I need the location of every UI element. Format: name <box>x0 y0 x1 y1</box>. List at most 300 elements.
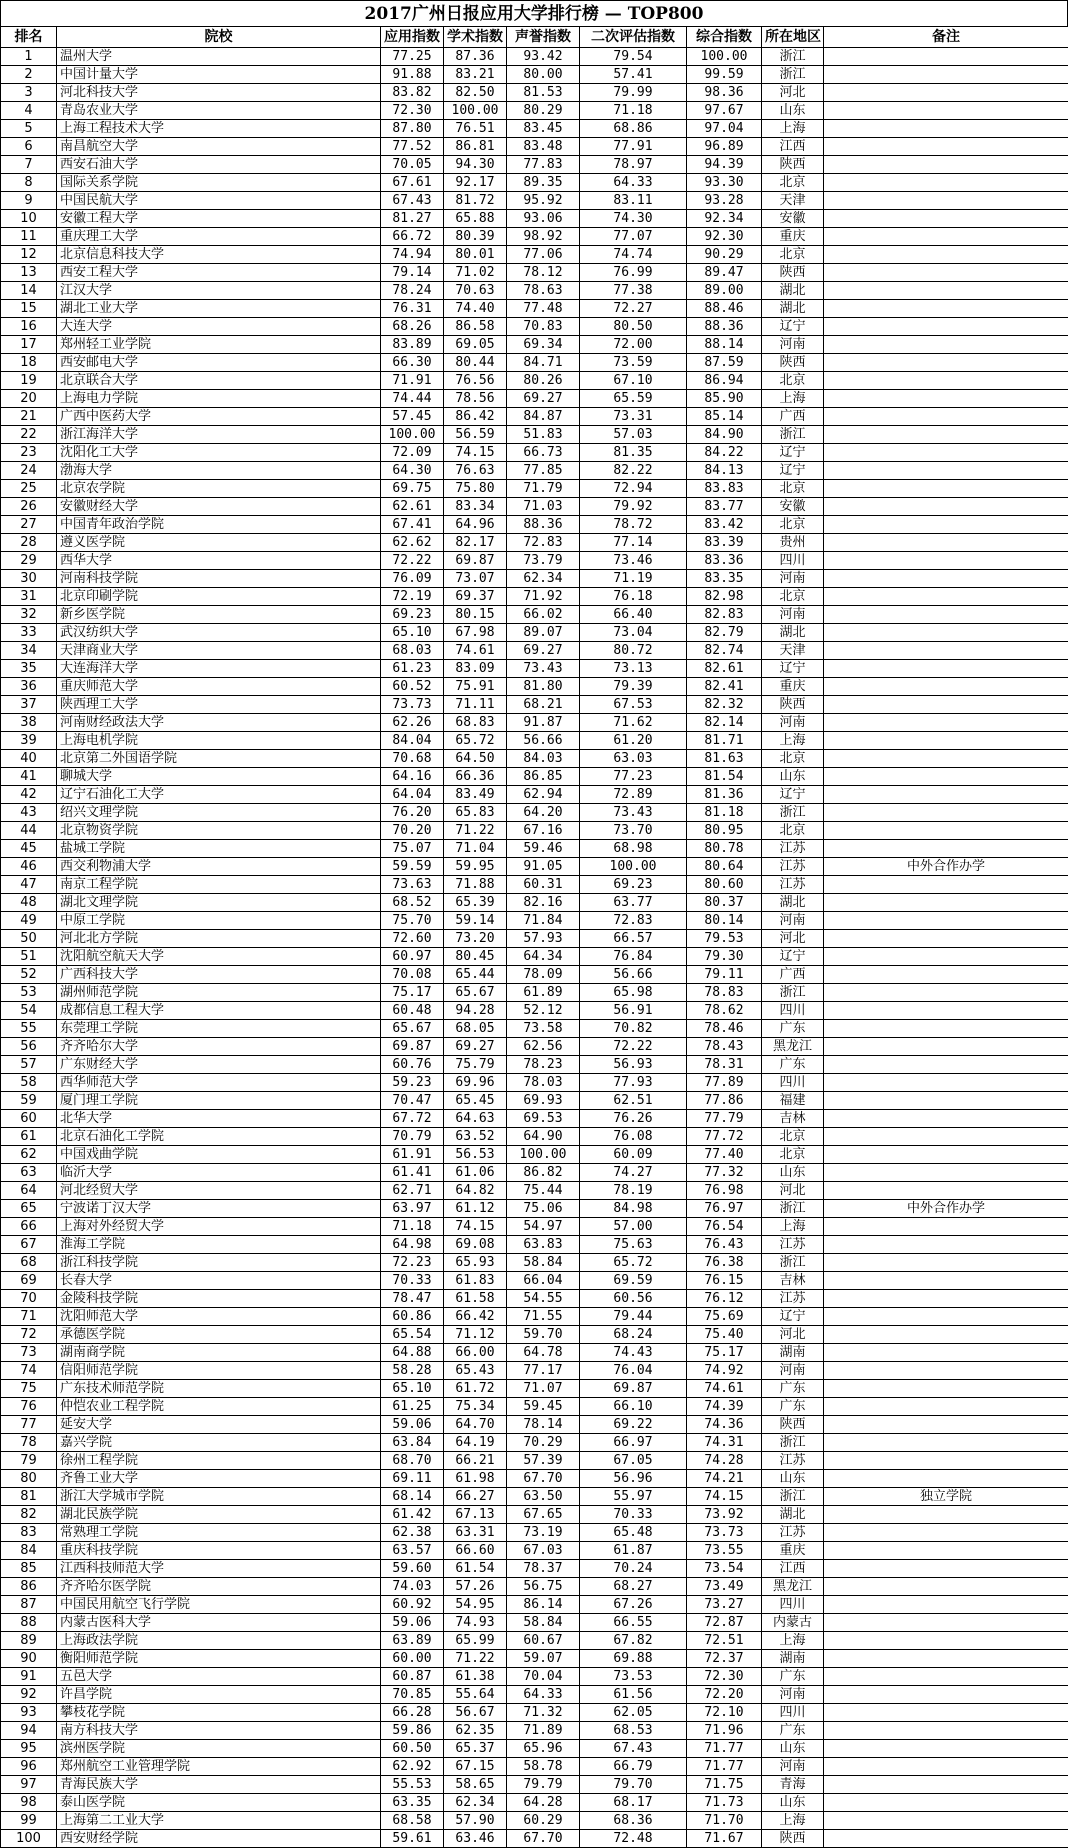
table-row <box>1 1632 1068 1650</box>
application-index-cell: 64.30 <box>381 462 444 480</box>
table-row <box>1 1668 1068 1686</box>
application-index-cell: 66.30 <box>381 354 444 372</box>
school-cell: 北京石油化工学院 <box>57 1128 381 1146</box>
reputation-index-cell: 58.78 <box>507 1758 580 1776</box>
notes-cell <box>824 1560 1068 1578</box>
composite-index-cell: 78.46 <box>687 1020 762 1038</box>
notes-cell <box>824 138 1068 156</box>
rank-cell: 71 <box>1 1308 57 1326</box>
second-evaluation-index-cell: 56.91 <box>580 1002 687 1020</box>
rank-cell: 68 <box>1 1254 57 1272</box>
rank-cell: 73 <box>1 1344 57 1362</box>
reputation-index-cell: 79.79 <box>507 1776 580 1794</box>
reputation-index-cell: 91.87 <box>507 714 580 732</box>
second-evaluation-index-cell: 73.53 <box>580 1668 687 1686</box>
page-title: 2017广州日报应用大学排行榜 — TOP800 <box>0 0 1068 26</box>
region-cell: 辽宁 <box>762 462 824 480</box>
notes-cell <box>824 1236 1068 1254</box>
second-evaluation-index-cell: 78.72 <box>580 516 687 534</box>
reputation-index-cell: 64.28 <box>507 1794 580 1812</box>
academic-index-cell: 65.45 <box>444 1092 507 1110</box>
application-index-cell: 70.47 <box>381 1092 444 1110</box>
application-index-cell: 62.92 <box>381 1758 444 1776</box>
academic-index-cell: 62.35 <box>444 1722 507 1740</box>
rank-cell: 91 <box>1 1668 57 1686</box>
region-cell: 吉林 <box>762 1110 824 1128</box>
composite-index-cell: 72.30 <box>687 1668 762 1686</box>
reputation-index-cell: 71.32 <box>507 1704 580 1722</box>
second-evaluation-index-cell: 72.48 <box>580 1830 687 1848</box>
composite-index-cell: 71.67 <box>687 1830 762 1848</box>
second-evaluation-index-cell: 56.93 <box>580 1056 687 1074</box>
reputation-index-cell: 64.34 <box>507 948 580 966</box>
notes-cell <box>824 264 1068 282</box>
academic-index-cell: 65.37 <box>444 1740 507 1758</box>
rank-cell: 93 <box>1 1704 57 1722</box>
rank-cell: 16 <box>1 318 57 336</box>
academic-index-cell: 66.60 <box>444 1542 507 1560</box>
application-index-cell: 63.97 <box>381 1200 444 1218</box>
reputation-index-cell: 71.89 <box>507 1722 580 1740</box>
second-evaluation-index-cell: 77.23 <box>580 768 687 786</box>
second-evaluation-index-cell: 77.38 <box>580 282 687 300</box>
application-index-cell: 70.79 <box>381 1128 444 1146</box>
rank-cell: 88 <box>1 1614 57 1632</box>
region-cell: 山东 <box>762 1470 824 1488</box>
composite-index-cell: 83.39 <box>687 534 762 552</box>
rank-cell: 100 <box>1 1830 57 1848</box>
second-evaluation-index-cell: 67.82 <box>580 1632 687 1650</box>
rank-cell: 9 <box>1 192 57 210</box>
region-cell: 上海 <box>762 120 824 138</box>
table-row <box>1 264 1068 282</box>
notes-cell <box>824 1830 1068 1848</box>
second-evaluation-index-cell: 77.91 <box>580 138 687 156</box>
school-cell: 滨州医学院 <box>57 1740 381 1758</box>
table-row <box>1 1254 1068 1272</box>
region-cell: 天津 <box>762 642 824 660</box>
academic-index-cell: 71.11 <box>444 696 507 714</box>
reputation-index-cell: 58.84 <box>507 1254 580 1272</box>
notes-cell <box>824 498 1068 516</box>
notes-cell <box>824 984 1068 1002</box>
academic-index-cell: 56.67 <box>444 1704 507 1722</box>
application-index-cell: 60.76 <box>381 1056 444 1074</box>
second-evaluation-index-cell: 57.41 <box>580 66 687 84</box>
composite-index-cell: 88.14 <box>687 336 762 354</box>
table-row <box>1 1092 1068 1110</box>
rank-cell: 20 <box>1 390 57 408</box>
rank-cell: 74 <box>1 1362 57 1380</box>
academic-index-cell: 100.00 <box>444 102 507 120</box>
second-evaluation-index-cell: 70.82 <box>580 1020 687 1038</box>
school-cell: 辽宁石油化工大学 <box>57 786 381 804</box>
rank-cell: 50 <box>1 930 57 948</box>
composite-index-cell: 74.31 <box>687 1434 762 1452</box>
rank-cell: 37 <box>1 696 57 714</box>
table-row <box>1 1308 1068 1326</box>
application-index-cell: 62.61 <box>381 498 444 516</box>
second-evaluation-index-cell: 75.63 <box>580 1236 687 1254</box>
school-cell: 国际关系学院 <box>57 174 381 192</box>
school-cell: 青海民族大学 <box>57 1776 381 1794</box>
table-row <box>1 1488 1068 1506</box>
academic-index-cell: 75.79 <box>444 1056 507 1074</box>
table-body <box>1 48 1068 1848</box>
region-cell: 辽宁 <box>762 318 824 336</box>
school-cell: 齐齐哈尔医学院 <box>57 1578 381 1596</box>
composite-index-cell: 84.90 <box>687 426 762 444</box>
region-cell: 北京 <box>762 1146 824 1164</box>
table-row <box>1 786 1068 804</box>
application-index-cell: 61.41 <box>381 1164 444 1182</box>
rank-cell: 22 <box>1 426 57 444</box>
reputation-index-cell: 61.89 <box>507 984 580 1002</box>
academic-index-cell: 82.50 <box>444 84 507 102</box>
region-cell: 安徽 <box>762 210 824 228</box>
table-row <box>1 1830 1068 1848</box>
reputation-index-cell: 60.29 <box>507 1812 580 1830</box>
application-index-cell: 70.33 <box>381 1272 444 1290</box>
rank-cell: 67 <box>1 1236 57 1254</box>
region-cell: 四川 <box>762 1596 824 1614</box>
composite-index-cell: 94.39 <box>687 156 762 174</box>
school-cell: 新乡医学院 <box>57 606 381 624</box>
notes-cell <box>824 822 1068 840</box>
table-row <box>1 1452 1068 1470</box>
school-cell: 徐州工程学院 <box>57 1452 381 1470</box>
application-index-cell: 67.72 <box>381 1110 444 1128</box>
academic-index-cell: 65.83 <box>444 804 507 822</box>
composite-index-cell: 81.63 <box>687 750 762 768</box>
notes-cell <box>824 1218 1068 1236</box>
school-cell: 江西科技师范大学 <box>57 1560 381 1578</box>
rank-cell: 42 <box>1 786 57 804</box>
reputation-index-cell: 80.00 <box>507 66 580 84</box>
school-cell: 广西中医药大学 <box>57 408 381 426</box>
reputation-index-cell: 54.97 <box>507 1218 580 1236</box>
region-cell: 北京 <box>762 174 824 192</box>
academic-index-cell: 86.81 <box>444 138 507 156</box>
reputation-index-cell: 84.87 <box>507 408 580 426</box>
region-cell: 北京 <box>762 480 824 498</box>
school-cell: 沈阳化工大学 <box>57 444 381 462</box>
academic-index-cell: 83.34 <box>444 498 507 516</box>
composite-index-cell: 76.54 <box>687 1218 762 1236</box>
notes-cell <box>824 1092 1068 1110</box>
region-cell: 广东 <box>762 1398 824 1416</box>
second-evaluation-index-cell: 61.56 <box>580 1686 687 1704</box>
composite-index-cell: 97.67 <box>687 102 762 120</box>
second-evaluation-index-cell: 72.94 <box>580 480 687 498</box>
table-row <box>1 1200 1068 1218</box>
second-evaluation-index-cell: 100.00 <box>580 858 687 876</box>
school-cell: 仲恺农业工程学院 <box>57 1398 381 1416</box>
region-cell: 河南 <box>762 570 824 588</box>
region-cell: 浙江 <box>762 1434 824 1452</box>
composite-index-cell: 76.43 <box>687 1236 762 1254</box>
reputation-index-cell: 84.03 <box>507 750 580 768</box>
reputation-index-cell: 69.27 <box>507 642 580 660</box>
school-cell: 广东技术师范学院 <box>57 1380 381 1398</box>
composite-index-cell: 77.32 <box>687 1164 762 1182</box>
second-evaluation-index-cell: 69.23 <box>580 876 687 894</box>
rank-cell: 54 <box>1 1002 57 1020</box>
second-evaluation-index-cell: 65.98 <box>580 984 687 1002</box>
table-row <box>1 1470 1068 1488</box>
academic-index-cell: 71.02 <box>444 264 507 282</box>
rank-cell: 30 <box>1 570 57 588</box>
rank-cell: 45 <box>1 840 57 858</box>
composite-index-cell: 74.36 <box>687 1416 762 1434</box>
academic-index-cell: 69.08 <box>444 1236 507 1254</box>
table-row <box>1 1182 1068 1200</box>
notes-cell <box>824 1308 1068 1326</box>
academic-index-cell: 64.82 <box>444 1182 507 1200</box>
region-cell: 辽宁 <box>762 444 824 462</box>
reputation-index-cell: 71.55 <box>507 1308 580 1326</box>
second-evaluation-index-cell: 60.09 <box>580 1146 687 1164</box>
application-index-cell: 62.38 <box>381 1524 444 1542</box>
table-row <box>1 1776 1068 1794</box>
rank-cell: 13 <box>1 264 57 282</box>
table-row <box>1 1164 1068 1182</box>
notes-cell <box>824 552 1068 570</box>
application-index-cell: 64.98 <box>381 1236 444 1254</box>
application-index-cell: 60.48 <box>381 1002 444 1020</box>
region-cell: 湖北 <box>762 894 824 912</box>
application-index-cell: 60.92 <box>381 1596 444 1614</box>
notes-cell <box>824 1056 1068 1074</box>
academic-index-cell: 67.15 <box>444 1758 507 1776</box>
rank-cell: 21 <box>1 408 57 426</box>
application-index-cell: 63.89 <box>381 1632 444 1650</box>
reputation-index-cell: 78.03 <box>507 1074 580 1092</box>
application-index-cell: 65.54 <box>381 1326 444 1344</box>
rank-cell: 40 <box>1 750 57 768</box>
school-cell: 上海工程技术大学 <box>57 120 381 138</box>
application-index-cell: 59.60 <box>381 1560 444 1578</box>
reputation-index-cell: 73.58 <box>507 1020 580 1038</box>
notes-cell <box>824 1326 1068 1344</box>
table-row <box>1 840 1068 858</box>
table-row <box>1 876 1068 894</box>
table-row <box>1 372 1068 390</box>
second-evaluation-index-cell: 79.92 <box>580 498 687 516</box>
rank-cell: 86 <box>1 1578 57 1596</box>
application-index-cell: 60.97 <box>381 948 444 966</box>
school-cell: 金陵科技学院 <box>57 1290 381 1308</box>
composite-index-cell: 79.30 <box>687 948 762 966</box>
reputation-index-cell: 70.83 <box>507 318 580 336</box>
composite-index-cell: 72.10 <box>687 1704 762 1722</box>
notes-cell <box>824 1110 1068 1128</box>
application-index-cell: 58.28 <box>381 1362 444 1380</box>
table-row <box>1 516 1068 534</box>
second-evaluation-index-cell: 71.19 <box>580 570 687 588</box>
application-index-cell: 64.88 <box>381 1344 444 1362</box>
notes-cell <box>824 876 1068 894</box>
notes-cell <box>824 210 1068 228</box>
second-evaluation-index-cell: 72.83 <box>580 912 687 930</box>
table-row <box>1 732 1068 750</box>
school-cell: 安徽工程大学 <box>57 210 381 228</box>
notes-cell <box>824 1596 1068 1614</box>
region-cell: 广东 <box>762 1020 824 1038</box>
reputation-index-cell: 69.53 <box>507 1110 580 1128</box>
notes-cell <box>824 912 1068 930</box>
rank-cell: 29 <box>1 552 57 570</box>
second-evaluation-index-cell: 61.20 <box>580 732 687 750</box>
academic-index-cell: 71.22 <box>444 822 507 840</box>
table-row <box>1 1380 1068 1398</box>
reputation-index-cell: 62.94 <box>507 786 580 804</box>
academic-index-cell: 66.27 <box>444 1488 507 1506</box>
reputation-index-cell: 71.07 <box>507 1380 580 1398</box>
second-evaluation-index-cell: 68.86 <box>580 120 687 138</box>
application-index-cell: 91.88 <box>381 66 444 84</box>
table-row <box>1 1362 1068 1380</box>
school-cell: 广东财经大学 <box>57 1056 381 1074</box>
composite-index-cell: 74.61 <box>687 1380 762 1398</box>
region-cell: 北京 <box>762 822 824 840</box>
notes-cell <box>824 696 1068 714</box>
rank-cell: 2 <box>1 66 57 84</box>
notes-cell <box>824 930 1068 948</box>
academic-index-cell: 87.36 <box>444 48 507 66</box>
table-row <box>1 1398 1068 1416</box>
notes-cell <box>824 624 1068 642</box>
school-cell: 西安邮电大学 <box>57 354 381 372</box>
school-cell: 广西科技大学 <box>57 966 381 984</box>
rank-cell: 10 <box>1 210 57 228</box>
school-cell: 青岛农业大学 <box>57 102 381 120</box>
composite-index-cell: 81.71 <box>687 732 762 750</box>
region-cell: 北京 <box>762 750 824 768</box>
reputation-index-cell: 77.06 <box>507 246 580 264</box>
academic-index-cell: 65.44 <box>444 966 507 984</box>
table-row <box>1 174 1068 192</box>
rank-cell: 79 <box>1 1452 57 1470</box>
composite-index-cell: 78.62 <box>687 1002 762 1020</box>
region-cell: 四川 <box>762 1074 824 1092</box>
region-cell: 辽宁 <box>762 948 824 966</box>
notes-cell <box>824 966 1068 984</box>
school-cell: 长春大学 <box>57 1272 381 1290</box>
rank-cell: 97 <box>1 1776 57 1794</box>
application-index-cell: 75.70 <box>381 912 444 930</box>
academic-index-cell: 83.49 <box>444 786 507 804</box>
second-evaluation-index-cell: 64.33 <box>580 174 687 192</box>
rank-cell: 80 <box>1 1470 57 1488</box>
school-cell: 西华大学 <box>57 552 381 570</box>
application-index-cell: 76.20 <box>381 804 444 822</box>
rank-cell: 47 <box>1 876 57 894</box>
school-cell: 西安工程大学 <box>57 264 381 282</box>
application-index-cell: 74.44 <box>381 390 444 408</box>
second-evaluation-index-cell: 68.53 <box>580 1722 687 1740</box>
notes-cell: 中外合作办学 <box>824 1200 1068 1218</box>
notes-cell <box>824 786 1068 804</box>
notes-cell <box>824 948 1068 966</box>
academic-index-cell: 61.98 <box>444 1470 507 1488</box>
academic-index-cell: 71.88 <box>444 876 507 894</box>
academic-index-cell: 76.56 <box>444 372 507 390</box>
composite-index-cell: 73.55 <box>687 1542 762 1560</box>
table-row <box>1 1020 1068 1038</box>
table-row <box>1 552 1068 570</box>
rank-cell: 96 <box>1 1758 57 1776</box>
table-row <box>1 570 1068 588</box>
second-evaluation-index-cell: 66.10 <box>580 1398 687 1416</box>
region-cell: 河北 <box>762 930 824 948</box>
second-evaluation-index-cell: 77.14 <box>580 534 687 552</box>
academic-index-cell: 94.30 <box>444 156 507 174</box>
application-index-cell: 62.26 <box>381 714 444 732</box>
rank-cell: 12 <box>1 246 57 264</box>
composite-index-cell: 84.22 <box>687 444 762 462</box>
notes-cell <box>824 768 1068 786</box>
academic-index-cell: 65.43 <box>444 1362 507 1380</box>
composite-index-cell: 71.77 <box>687 1740 762 1758</box>
reputation-index-cell: 60.67 <box>507 1632 580 1650</box>
application-index-cell: 64.04 <box>381 786 444 804</box>
reputation-index-cell: 100.00 <box>507 1146 580 1164</box>
application-index-cell: 77.25 <box>381 48 444 66</box>
table-row <box>1 1038 1068 1056</box>
rank-cell: 98 <box>1 1794 57 1812</box>
reputation-index-cell: 56.75 <box>507 1578 580 1596</box>
school-cell: 江汉大学 <box>57 282 381 300</box>
table-row <box>1 1578 1068 1596</box>
table-row <box>1 750 1068 768</box>
table-row <box>1 408 1068 426</box>
school-cell: 渤海大学 <box>57 462 381 480</box>
school-cell: 上海第二工业大学 <box>57 1812 381 1830</box>
table-row <box>1 1722 1068 1740</box>
composite-index-cell: 82.98 <box>687 588 762 606</box>
second-evaluation-index-cell: 73.04 <box>580 624 687 642</box>
academic-index-cell: 68.05 <box>444 1020 507 1038</box>
reputation-index-cell: 67.70 <box>507 1470 580 1488</box>
school-cell: 安徽财经大学 <box>57 498 381 516</box>
header-application-index: 应用指数 <box>381 27 444 48</box>
reputation-index-cell: 67.65 <box>507 1506 580 1524</box>
rank-cell: 33 <box>1 624 57 642</box>
notes-cell <box>824 354 1068 372</box>
school-cell: 攀枝花学院 <box>57 1704 381 1722</box>
academic-index-cell: 92.17 <box>444 174 507 192</box>
region-cell: 吉林 <box>762 1272 824 1290</box>
rank-cell: 70 <box>1 1290 57 1308</box>
second-evaluation-index-cell: 66.57 <box>580 930 687 948</box>
table-row <box>1 714 1068 732</box>
region-cell: 浙江 <box>762 1488 824 1506</box>
notes-cell <box>824 660 1068 678</box>
school-cell: 西华师范大学 <box>57 1074 381 1092</box>
notes-cell <box>824 894 1068 912</box>
rank-cell: 39 <box>1 732 57 750</box>
reputation-index-cell: 78.63 <box>507 282 580 300</box>
school-cell: 大连大学 <box>57 318 381 336</box>
rank-cell: 27 <box>1 516 57 534</box>
composite-index-cell: 76.98 <box>687 1182 762 1200</box>
notes-cell <box>824 1650 1068 1668</box>
rank-cell: 57 <box>1 1056 57 1074</box>
application-index-cell: 70.85 <box>381 1686 444 1704</box>
reputation-index-cell: 73.43 <box>507 660 580 678</box>
rank-cell: 87 <box>1 1596 57 1614</box>
